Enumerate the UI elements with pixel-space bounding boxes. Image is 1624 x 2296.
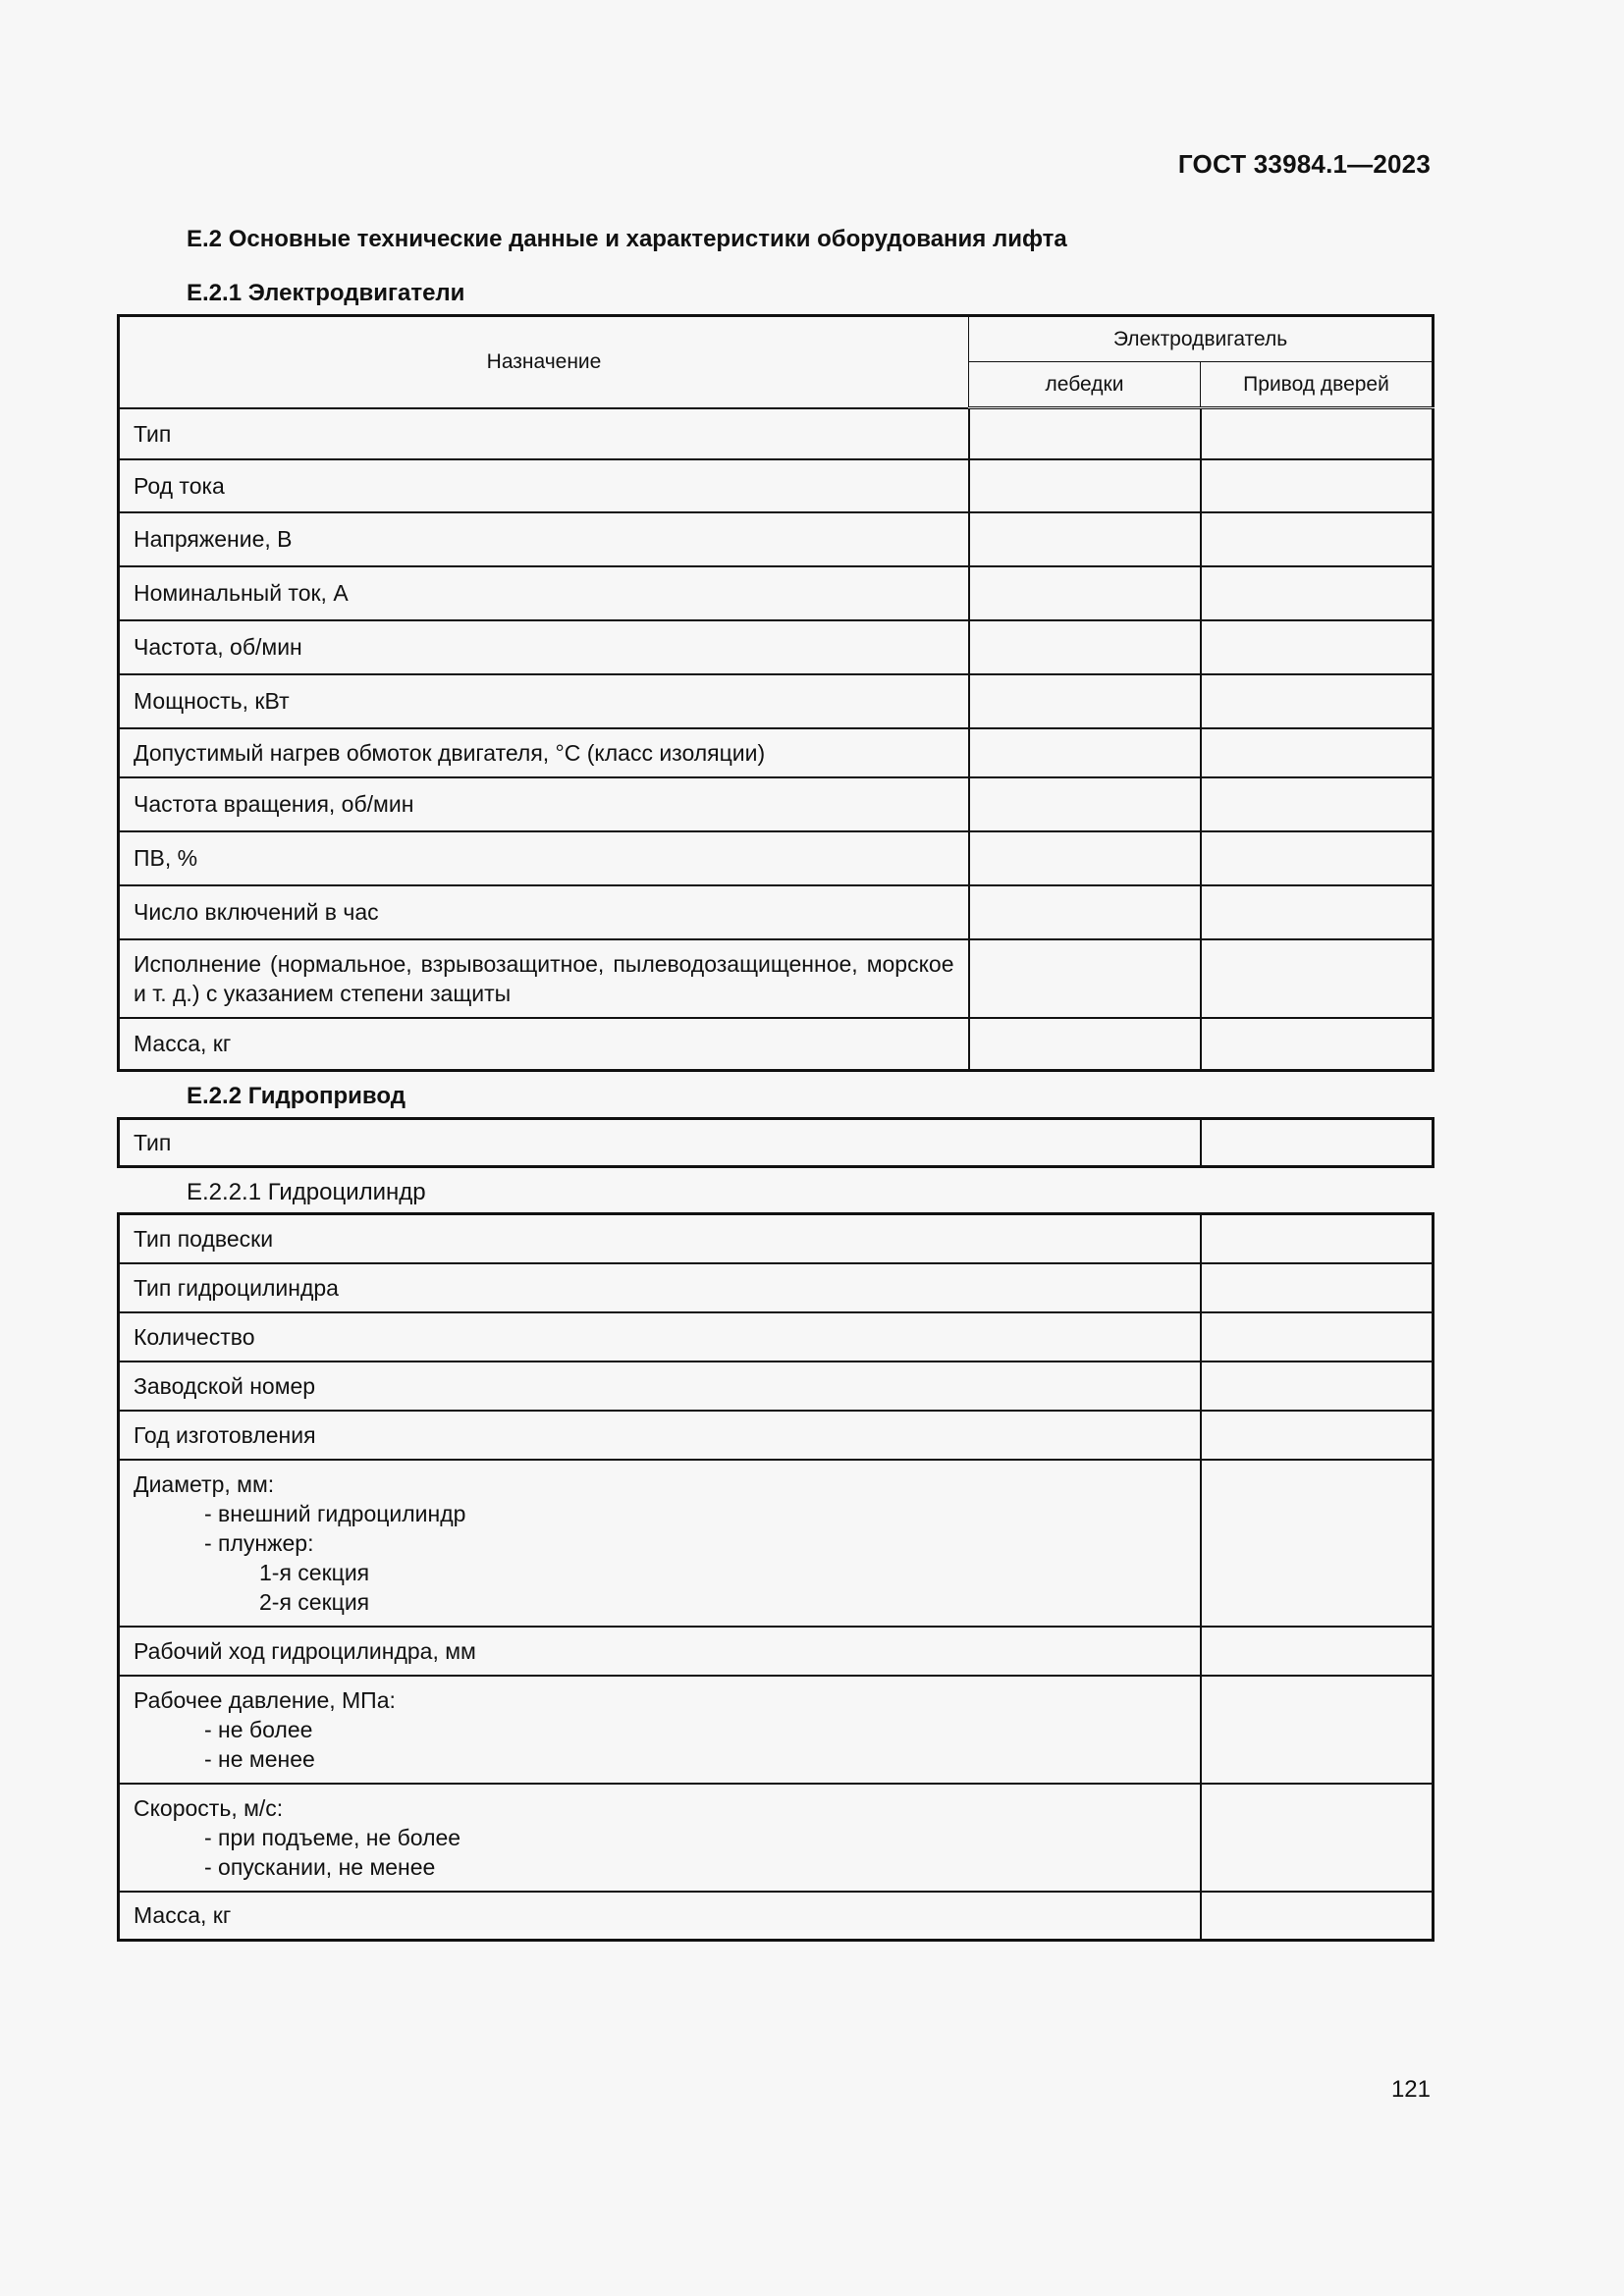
value-cell[interactable] bbox=[969, 831, 1201, 885]
value-cell[interactable] bbox=[1201, 566, 1434, 620]
value-cell[interactable] bbox=[1201, 1214, 1434, 1263]
value-cell[interactable] bbox=[1201, 1892, 1434, 1941]
table-row bbox=[119, 1411, 1434, 1460]
table-row bbox=[119, 885, 1434, 939]
value-cell[interactable] bbox=[1201, 728, 1434, 777]
row-label: Тип подвески bbox=[119, 1214, 1201, 1263]
value-cell[interactable] bbox=[1201, 674, 1434, 728]
row-label: Тип гидроцилиндра bbox=[119, 1263, 1201, 1312]
cylinder-table bbox=[117, 1212, 1435, 1942]
row-label: Частота, об/мин bbox=[119, 620, 969, 674]
row-label bbox=[119, 1676, 1201, 1784]
row-label: Рабочий ход гидроцилиндра, мм bbox=[119, 1627, 1201, 1676]
col-door-drive-header: Привод дверей bbox=[1201, 362, 1434, 408]
speed-down-label: - опускании, не менее bbox=[204, 1853, 436, 1880]
speed-up-label: - при подъеме, не более bbox=[204, 1824, 461, 1850]
table-row bbox=[119, 1892, 1434, 1941]
table-row bbox=[119, 566, 1434, 620]
table-row bbox=[119, 1362, 1434, 1411]
pressure-min-label: - не менее bbox=[204, 1745, 315, 1772]
pressure-label: Рабочее давление, МПа: bbox=[134, 1686, 396, 1713]
row-label: Число включений в час bbox=[119, 885, 969, 939]
table-row bbox=[119, 512, 1434, 566]
value-cell[interactable] bbox=[1201, 1676, 1434, 1784]
value-cell[interactable] bbox=[1201, 1784, 1434, 1892]
table-row bbox=[119, 777, 1434, 831]
row-label: Род тока bbox=[119, 459, 969, 512]
table-row bbox=[119, 1627, 1434, 1676]
page-number: 121 bbox=[1390, 2076, 1431, 2103]
row-label: Масса, кг bbox=[119, 1892, 1201, 1941]
table-row bbox=[119, 674, 1434, 728]
value-cell[interactable] bbox=[1201, 1018, 1434, 1071]
row-label: Напряжение, В bbox=[119, 512, 969, 566]
table-row bbox=[119, 1119, 1434, 1167]
value-cell[interactable] bbox=[969, 885, 1201, 939]
value-cell[interactable] bbox=[969, 1018, 1201, 1071]
value-cell[interactable] bbox=[969, 459, 1201, 512]
section-2-label: 2-я секция bbox=[259, 1588, 370, 1615]
table-row bbox=[119, 831, 1434, 885]
table-row bbox=[119, 1784, 1434, 1892]
section-title: Е.2 Основные технические данные и характеристики оборудования лифта bbox=[187, 226, 1067, 252]
row-label: Мощность, кВт bbox=[119, 674, 969, 728]
row-label: Количество bbox=[119, 1312, 1201, 1362]
row-label: Тип bbox=[119, 1119, 1201, 1167]
diameter-outer-label: - внешний гидроцилиндр bbox=[204, 1500, 466, 1526]
table-row bbox=[119, 1460, 1434, 1627]
value-cell[interactable] bbox=[969, 512, 1201, 566]
value-cell[interactable] bbox=[1201, 1627, 1434, 1676]
table-row bbox=[119, 459, 1434, 512]
value-cell[interactable] bbox=[969, 408, 1201, 459]
row-label: Допустимый нагрев обмоток двигателя, °С (класс изоляции) bbox=[119, 728, 969, 777]
col-winch-header: лебедки bbox=[969, 362, 1201, 408]
diameter-label: Диаметр, мм: bbox=[134, 1470, 275, 1497]
value-cell[interactable] bbox=[1201, 1119, 1434, 1167]
row-label: Тип bbox=[119, 408, 969, 459]
table-row bbox=[119, 728, 1434, 777]
value-cell[interactable] bbox=[1201, 1362, 1434, 1411]
value-cell[interactable] bbox=[969, 566, 1201, 620]
table-row bbox=[119, 1312, 1434, 1362]
value-cell[interactable] bbox=[1201, 408, 1434, 459]
row-label: Масса, кг bbox=[119, 1018, 969, 1071]
hydro-drive-table bbox=[117, 1117, 1435, 1168]
value-cell[interactable] bbox=[1201, 885, 1434, 939]
row-label: Номинальный ток, А bbox=[119, 566, 969, 620]
speed-label: Скорость, м/с: bbox=[134, 1794, 284, 1821]
value-cell[interactable] bbox=[1201, 939, 1434, 1018]
row-label: Исполнение (нормальное, взрывозащитное, пылеводозащищенное, морское и т. д.) с указанием степени защиты bbox=[119, 939, 969, 1018]
table-row bbox=[119, 408, 1434, 459]
table-row bbox=[119, 939, 1434, 1018]
value-cell[interactable] bbox=[1201, 1263, 1434, 1312]
motors-heading: Е.2.1 Электродвигатели bbox=[187, 280, 465, 306]
value-cell[interactable] bbox=[1201, 1312, 1434, 1362]
col-motor-header: Электродвигатель bbox=[969, 316, 1434, 362]
table-row bbox=[119, 620, 1434, 674]
value-cell[interactable] bbox=[1201, 1460, 1434, 1627]
value-cell[interactable] bbox=[1201, 620, 1434, 674]
value-cell[interactable] bbox=[1201, 831, 1434, 885]
row-label: Частота вращения, об/мин bbox=[119, 777, 969, 831]
value-cell[interactable] bbox=[969, 620, 1201, 674]
row-label bbox=[119, 1784, 1201, 1892]
table-row bbox=[119, 1214, 1434, 1263]
hydro-drive-heading: Е.2.2 Гидропривод bbox=[187, 1083, 406, 1109]
cylinder-heading: Е.2.2.1 Гидроцилиндр bbox=[187, 1179, 426, 1205]
value-cell[interactable] bbox=[969, 674, 1201, 728]
value-cell[interactable] bbox=[1201, 1411, 1434, 1460]
motors-table bbox=[117, 314, 1435, 1072]
row-label: Год изготовления bbox=[119, 1411, 1201, 1460]
value-cell[interactable] bbox=[1201, 512, 1434, 566]
table-row bbox=[119, 1263, 1434, 1312]
row-label: Заводской номер bbox=[119, 1362, 1201, 1411]
value-cell[interactable] bbox=[969, 939, 1201, 1018]
row-label bbox=[119, 1460, 1201, 1627]
pressure-max-label: - не более bbox=[204, 1716, 313, 1742]
col-purpose-header: Назначение bbox=[119, 316, 969, 408]
value-cell[interactable] bbox=[1201, 459, 1434, 512]
value-cell[interactable] bbox=[1201, 777, 1434, 831]
table-row bbox=[119, 1018, 1434, 1071]
value-cell[interactable] bbox=[969, 728, 1201, 777]
value-cell[interactable] bbox=[969, 777, 1201, 831]
document-code: ГОСТ 33984.1—2023 bbox=[1177, 149, 1431, 179]
row-label: ПВ, % bbox=[119, 831, 969, 885]
table-row bbox=[119, 1676, 1434, 1784]
diameter-plunger-label: - плунжер: bbox=[204, 1529, 314, 1556]
section-1-label: 1-я секция bbox=[259, 1559, 370, 1585]
